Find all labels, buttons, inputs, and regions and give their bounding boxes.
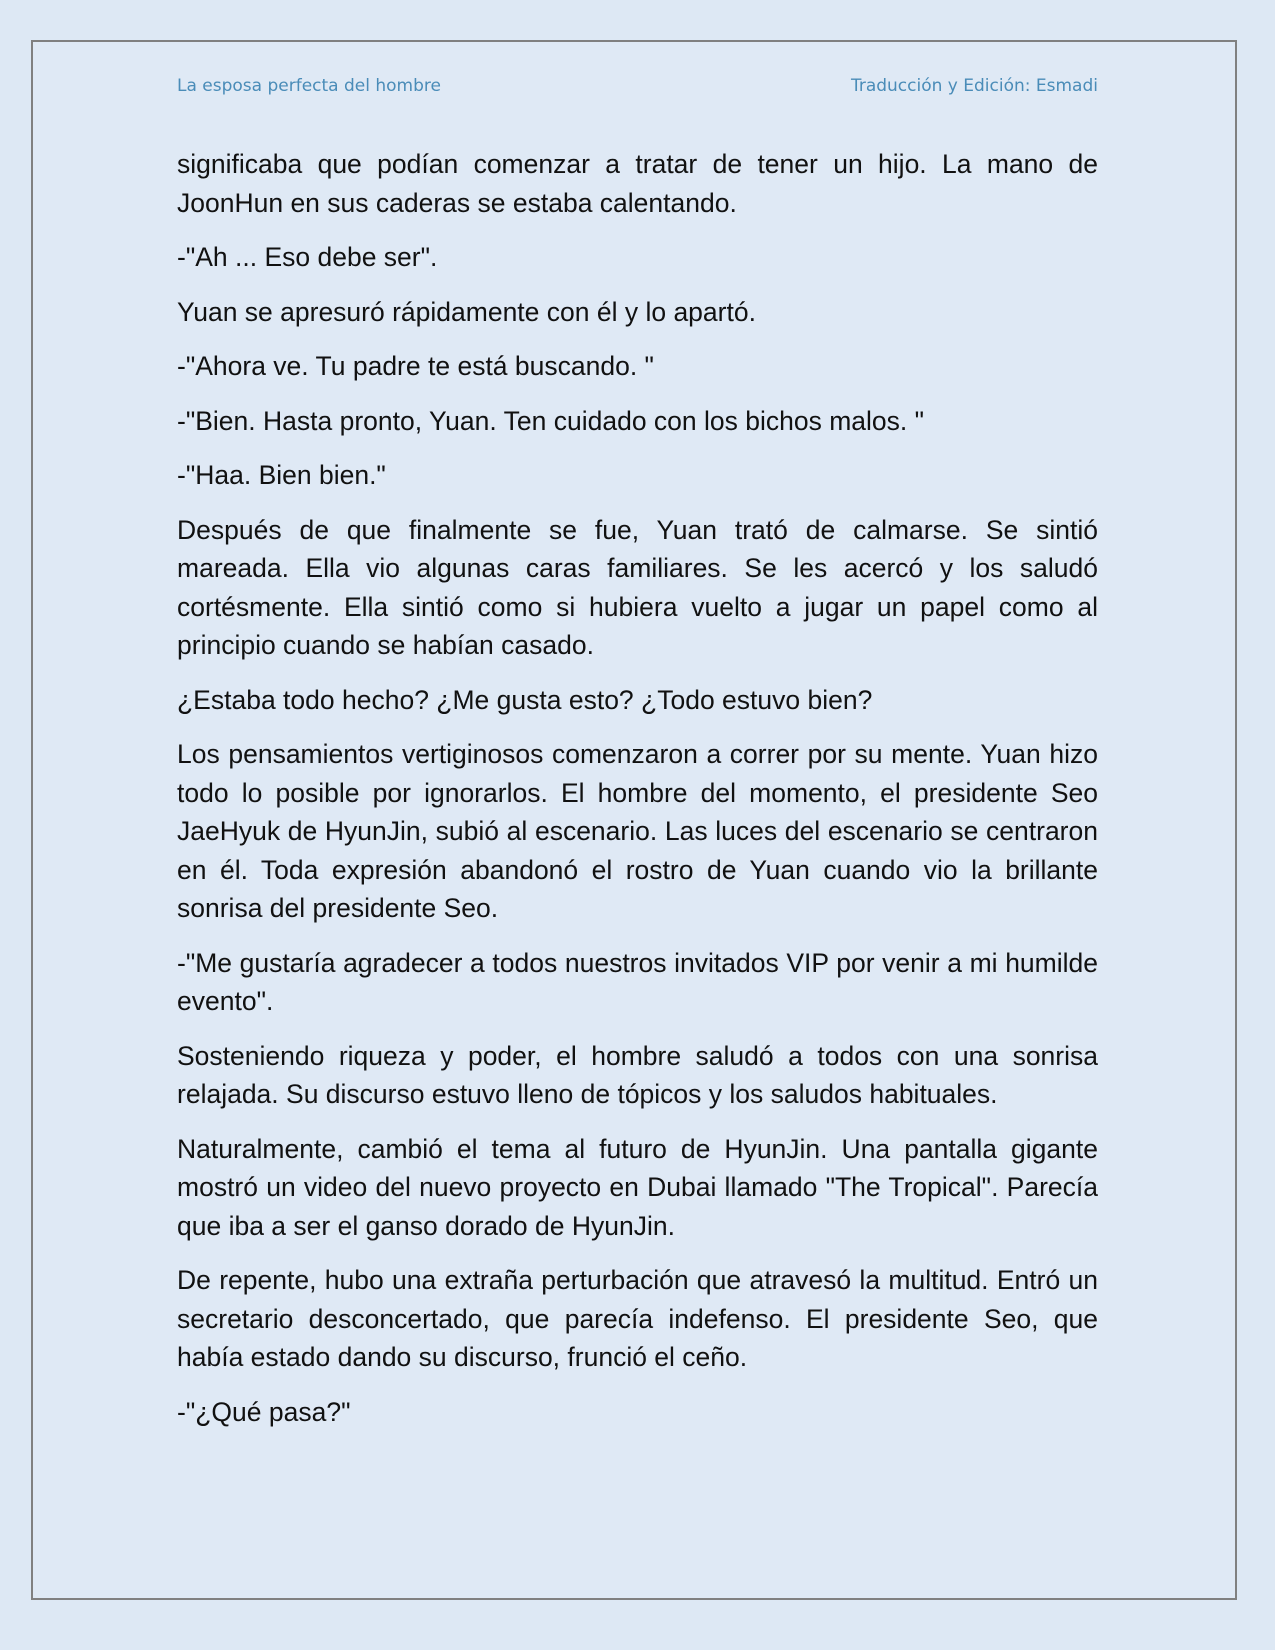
header-book-title: La esposa perfecta del hombre [177,76,441,96]
document-body [177,145,1098,1447]
paragraph: -"Ahora ve. Tu padre te está buscando. " [177,351,654,381]
header-translator-credit: Traducción y Edición: Esmadi [850,76,1098,96]
paragraph: De repente, hubo una extraña perturbación que atravesó la multitud. Entró un secretario desconcertado, que parecía indefenso. El presidente Seo, que había estado dando su discurso, frunció el ceño. [177,1265,1098,1372]
paragraph: Sosteniendo riqueza y poder, el hombre saludó a todos con una sonrisa relajada. Su discurso estuvo lleno de tópicos y los saludos habituales. [177,1040,1098,1109]
paragraph: ¿Estaba todo hecho? ¿Me gusta esto? ¿Todo estuvo bien? [177,684,873,715]
paragraph: significaba que podían comenzar a tratar de tener un hijo. La mano de JoonHun en sus caderas se estaba calentando. [177,149,1098,218]
paragraph: -"Ah ... Eso debe ser". [177,242,438,272]
paragraph: -"Haa. Bien bien." [177,460,386,490]
paragraph: Después de que finalmente se fue, Yuan trató de calmarse. Se sintió mareada. Ella vio algunas caras familiares. Se les acercó y los saludó cortésmente. Ella sintió como si hubiera vuelto a jugar un papel como al principio cuando se habían casado. [177,514,1098,660]
paragraph: Yuan se apresuró rápidamente con él y lo apartó. [177,296,756,327]
paragraph: Naturalmente, cambió el tema al futuro de HyunJin. Una pantalla gigante mostró un video del nuevo proyecto en Dubai llamado "The Tropical". Parecía que iba a ser el ganso dorado de HyunJin. [177,1133,1098,1241]
running-header [177,74,1098,98]
paragraph: -"Me gustaría agradecer a todos nuestros invitados VIP por venir a mi humilde evento". [177,947,1098,1016]
paragraph: -"¿Qué pasa?" [177,1396,351,1427]
paragraph: -"Bien. Hasta pronto, Yuan. Ten cuidado con los bichos malos. " [177,405,925,436]
paragraph: Los pensamientos vertiginosos comenzaron a correr por su mente. Yuan hizo todo lo posible por ignorarlos. El hombre del momento, el presidente Seo JaeHyuk de HyunJin, subió al escenario. Las luces del escenario se centraron en él. Toda expresión abandonó el rostro de Yuan cuando vio la brillante sonrisa del presidente Seo. [177,739,1098,923]
